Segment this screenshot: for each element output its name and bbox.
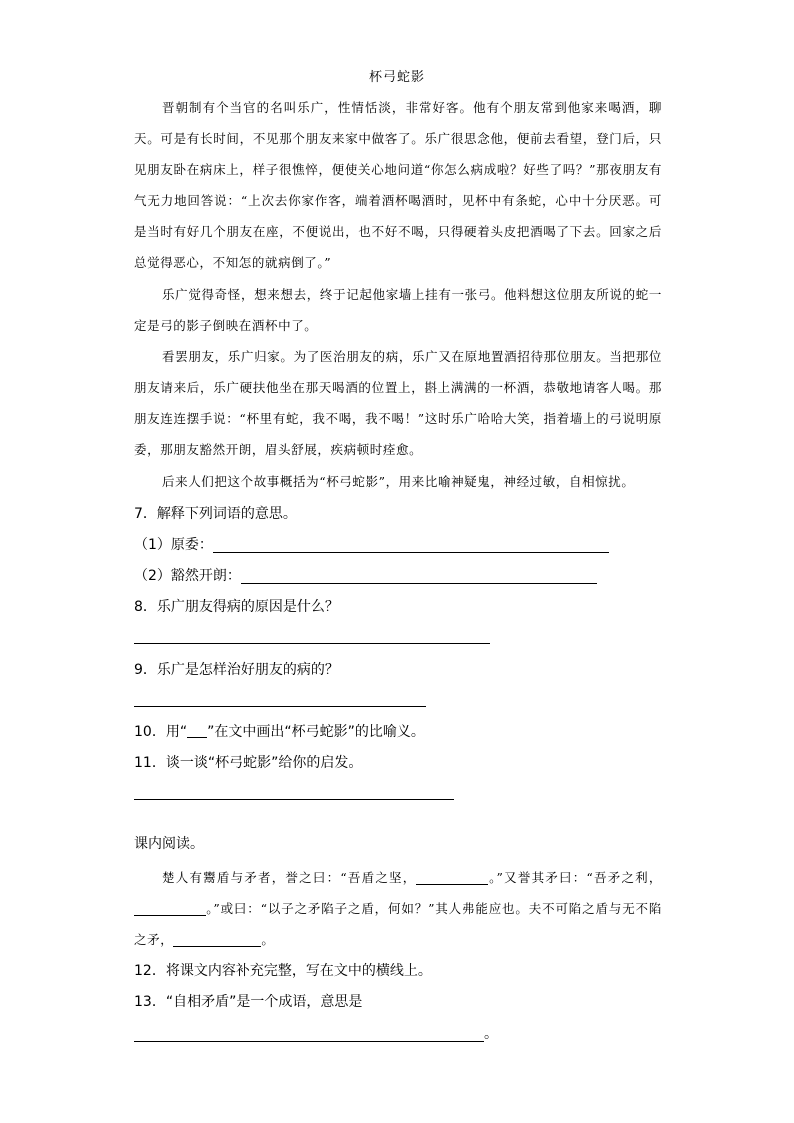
answer-line-11[interactable]	[134, 799, 454, 800]
fill-blank-1[interactable]	[416, 872, 488, 885]
question-12: 12．将课文内容补充完整，写在文中的横线上。	[134, 963, 432, 979]
question-10	[134, 722, 425, 742]
question-7-2-label: （2）豁然开朗：	[134, 568, 241, 584]
question-10-text-end: ”在文中画出“杯弓蛇影”的比喻义。	[207, 724, 425, 740]
answer-line-8[interactable]	[134, 643, 490, 644]
section-heading: 课内阅读。	[134, 836, 204, 852]
question-7: 7．解释下列词语的意思。	[134, 506, 297, 522]
passage-paragraph-4: 后来人们把这个故事概括为“杯弓蛇影”，用来比喻神疑鬼，神经过敏，自相惊扰。	[162, 474, 635, 489]
passage-paragraph-1: 晋朝制有个当官的名叫乐广，性情恬淡，非常好客。他有个朋友常到他家来喝酒，聊天。可是有长时间，不见那个朋友来家中做客了。乐广很思念他，便前去看望，登门后，只见朋友卧在病床上，样子很憔悴，便使关心地问道“你怎么病成啦？好些了吗？”那夜朋友有气无力地回答说：“上次去你家作客，端着酒杯喝酒时，见杯中有条蛇，心中十分厌恶。可是当时有好几个朋友在座，不便说出，也不好不喝，只得硬着头皮把酒喝了下去。回家之后总觉得恶心，不知怎的就病倒了。”	[134, 100, 662, 270]
question-13-end: 。	[484, 1026, 498, 1042]
passage-paragraph-2: 乐广觉得奇怪，想来想去，终于记起他家墙上挂有一张弓。他料想这位朋友所说的蛇一定是弓的影子倒映在酒杯中了。	[134, 287, 662, 333]
passage-2-text-1: 楚人有鬻盾与矛者，誉之曰：“吾盾之坚，	[162, 870, 417, 885]
fill-blank-3[interactable]	[173, 934, 261, 947]
question-13: 13．“自相矛盾”是一个成语，意思是	[134, 994, 363, 1010]
passage-2-text-3: 。”或曰：“以子之矛陷子之盾，何如？”其人弗能应也。夫不可陷之盾与无不陷之矛，	[134, 901, 662, 947]
passage-title: 杯弓蛇影	[368, 70, 425, 85]
underline-symbol	[187, 725, 207, 738]
answer-line-13[interactable]	[134, 1027, 484, 1042]
fill-blank-2[interactable]	[134, 903, 206, 916]
question-13-answer	[134, 1024, 498, 1044]
question-7-1-label: （1）原委：	[134, 537, 213, 553]
passage-2-paragraph	[134, 862, 662, 955]
passage-2-text-4: 。	[261, 932, 275, 947]
answer-line-9[interactable]	[134, 706, 426, 707]
answer-line-7-1[interactable]	[213, 538, 609, 553]
question-11: 11．谈一谈“杯弓蛇影”给你的启发。	[134, 755, 363, 771]
passage-2-text-2: 。”又誉其矛曰：“吾矛之利，	[488, 870, 662, 885]
question-10-text-start: 10．用“	[134, 724, 188, 740]
question-8: 8．乐广朋友得病的原因是什么？	[134, 599, 339, 615]
passage-paragraph-3: 看罢朋友，乐广归家。为了医治朋友的病，乐广又在原地置酒招待那位朋友。当把那位朋友请来后，乐广硬扶他坐在那天喝酒的位置上，斟上满满的一杯酒，恭敬地请客人喝。那朋友连连摆手说：“杯里有蛇，我不喝，我不喝！”这时乐广哈哈大笑，指着墙上的弓说明原委，那朋友豁然开朗，眉头舒展，疾病顿时痊愈。	[134, 349, 662, 457]
answer-line-7-2[interactable]	[241, 569, 597, 584]
question-7-1	[134, 535, 609, 555]
question-7-2	[134, 566, 597, 586]
question-9: 9．乐广是怎样治好朋友的病的？	[134, 662, 339, 678]
